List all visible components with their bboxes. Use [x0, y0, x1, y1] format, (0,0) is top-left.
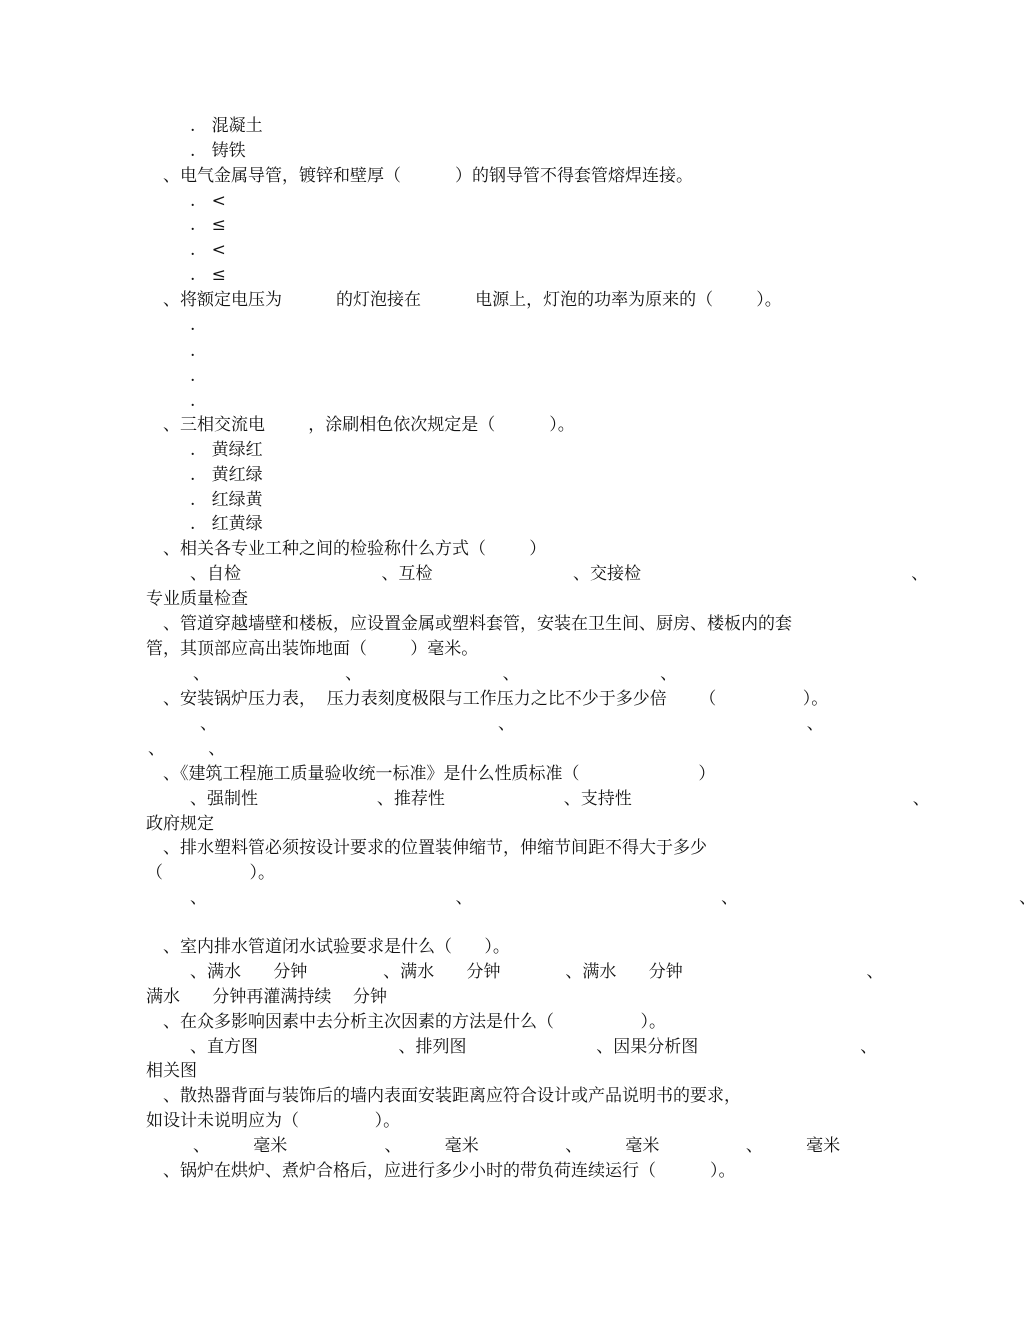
- option-row: 、 毫米 、 毫米 、 毫米 、 毫米: [193, 1136, 841, 1156]
- question-line: 、锅炉在烘炉、煮炉合格后，应进行多少小时的带负荷连续运行（ ）。: [163, 1161, 736, 1181]
- question-line: 、《建筑工程施工质量验收统一标准》是什么性质标准（ ）: [163, 764, 716, 784]
- option-row: 、强制性 、推荐性 、支持性 、: [190, 789, 930, 809]
- option-line: .: [190, 315, 196, 335]
- question-line: 、散热器背面与装饰后的墙内表面安装距离应符合设计或产品说明书的要求，: [163, 1086, 741, 1106]
- question-line: 、在众多影响因素中去分析主次因素的方法是什么（ ）。: [163, 1012, 666, 1032]
- option-row: 、 、 、 、: [193, 664, 678, 684]
- option-row: 、 、: [148, 739, 226, 759]
- option-row: 、直方图 、排列图 、因果分析图 、: [190, 1037, 878, 1057]
- question-line: 、安装锅炉压力表， 压力表刻度极限与工作压力之比不少于多少倍 （ ）。: [163, 689, 829, 709]
- option-line: .: [190, 341, 196, 361]
- question-continuation: 管，其顶部应高出装饰地面（ ）毫米。: [146, 639, 479, 659]
- option-row: 、 、 、 、: [190, 888, 1036, 908]
- option-line: . 黄红绿: [190, 465, 263, 485]
- question-line: 、相关各专业工种之间的检验称什么方式（ ）: [163, 539, 547, 559]
- question-line: 、室内排水管道闭水试验要求是什么（ ）。: [163, 937, 510, 957]
- option-continuation: 满水 分钟再灌满持续 分钟: [146, 987, 388, 1007]
- option-line: . 红绿黄: [190, 490, 263, 510]
- question-line: 、排水塑料管必须按设计要求的位置装伸缩节，伸缩节间距不得大于多少: [163, 838, 707, 858]
- option-continuation: 专业质量检查: [146, 589, 248, 609]
- question-line: 、管道穿越墙壁和楼板，应设置金属或塑料套管，安装在卫生间、厨房、楼板内的套: [163, 614, 792, 634]
- option-line: .: [190, 391, 196, 411]
- option-row: 、自检 、互检 、交接检 、: [190, 564, 929, 584]
- question-line: 、将额定电压为 的灯泡接在 电源上，灯泡的功率为原来的（ ）。: [163, 290, 782, 310]
- option-continuation: 政府规定: [146, 814, 214, 834]
- question-continuation: 如设计未说明应为（ ）。: [146, 1111, 401, 1131]
- option-line: . 铸铁: [190, 141, 246, 161]
- option-continuation: 相关图: [146, 1061, 197, 1081]
- option-line: . <: [190, 240, 226, 260]
- option-line: . 混凝土: [190, 116, 263, 136]
- option-line: . ≤: [190, 215, 226, 235]
- option-line: . ≤: [190, 265, 226, 285]
- option-line: . 黄绿红: [190, 440, 263, 460]
- option-line: . <: [190, 191, 226, 211]
- question-continuation: （ ）。: [146, 863, 275, 883]
- option-row: 、 、 、: [200, 714, 824, 734]
- option-line: .: [190, 366, 196, 386]
- question-line: 、三相交流电 ，涂刷相色依次规定是（ ）。: [163, 415, 575, 435]
- question-line: 、电气金属导管，镀锌和壁厚（ ）的钢导管不得套管熔焊连接。: [163, 166, 694, 186]
- option-row: 、满水 分钟 、满水 分钟 、满水 分钟 、: [190, 962, 884, 982]
- option-line: . 红黄绿: [190, 514, 263, 534]
